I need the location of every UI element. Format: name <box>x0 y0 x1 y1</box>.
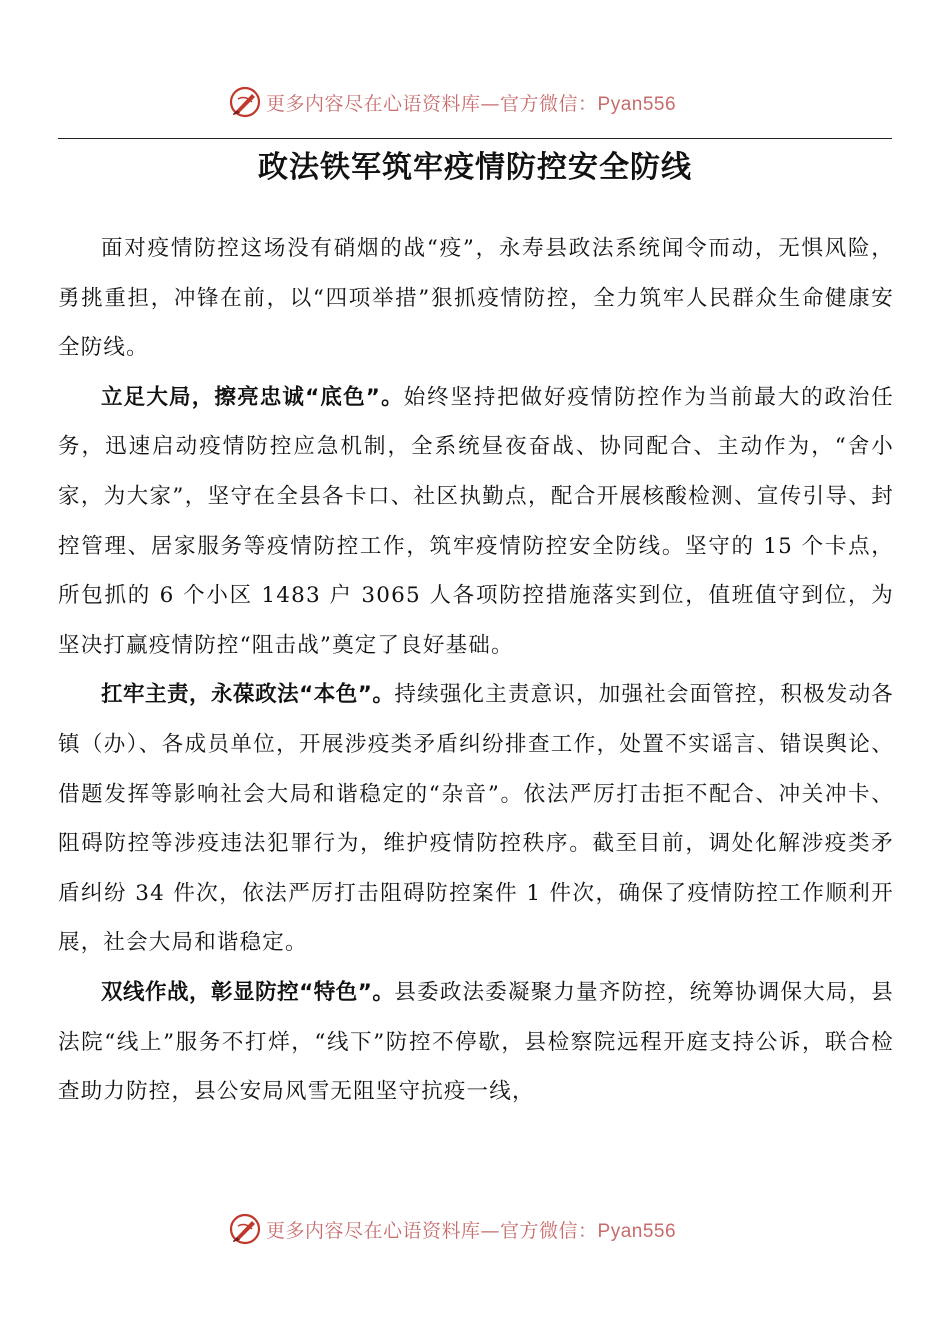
pen-circle-logo-icon <box>228 1212 262 1246</box>
paragraph-heading: 双线作战，彰显防控“特色”。 <box>101 979 395 1005</box>
paragraph-heading: 扛牢主责，永葆政法“本色”。 <box>101 682 395 708</box>
footer-watermark-banner <box>0 1209 950 1249</box>
watermark-text: 更多内容尽在心语资料库—官方微信：Pyan556 <box>266 1219 677 1242</box>
paragraph-heading: 立足大局，擦亮忠诚“底色”。 <box>101 384 404 410</box>
watermark-text: 更多内容尽在心语资料库—官方微信：Pyan556 <box>266 92 677 115</box>
paragraph-dual-front: 双线作战，彰显防控“特色”。县委政法委凝聚力量齐防控，统筹协调保大局，县法院“线上”服务不打烊，“线下”防控不停歇，县检察院远程开庭支持公诉，联合检查助力防控，县公安局风雪无阻坚守抗疫一线， <box>58 979 895 1105</box>
article-body <box>58 224 894 1117</box>
paragraph-responsibility: 扛牢主责，永葆政法“本色”。持续强化主责意识，加强社会面管控，积极发动各镇（办）、各成员单位，开展涉疫类矛盾纠纷排查工作，处置不实谣言、错误舆论、借题发挥等影响社会大局和谐稳定的“杂音”。依法严厉打击拒不配合、冲关冲卡、阻碍防控等涉疫违法犯罪行为，维护疫情防控秩序。截至目前，调处化解涉疫类矛盾纠纷 34 件次，依法严厉打击阻碍防控案件 1 件次，确保了疫情防控工作顺利开展，社会大局和谐稳定。 <box>58 682 895 956</box>
header-divider <box>58 138 892 139</box>
page-title: 政法铁军筑牢疫情防控安全防线 <box>258 150 692 185</box>
pen-circle-logo-icon <box>228 85 262 119</box>
paragraph-loyalty: 立足大局，擦亮忠诚“底色”。始终坚持把做好疫情防控作为当前最大的政治任务，迅速启动疫情防控应急机制，全系统昼夜奋战、协同配合、主动作为，“舍小家，为大家”，坚守在全县各卡口、社区执勤点，配合开展核酸检测、宣传引导、封控管理、居家服务等疫情防控工作，筑牢疫情防控安全防线。坚守的 15 个卡点，所包抓的 6 个小区 1483 户 3065 人各项防控措施落实到位，值班值守到位，为坚决打赢疫情防控“阻击战”奠定了良好基础。 <box>58 384 895 658</box>
header-watermark-banner <box>0 82 950 122</box>
paragraph-intro: 面对疫情防控这场没有硝烟的战“疫”，永寿县政法系统闻令而动，无惧风险，勇挑重担，冲锋在前，以“四项举措”狠抓疫情防控，全力筑牢人民群众生命健康安全防线。 <box>58 236 894 361</box>
